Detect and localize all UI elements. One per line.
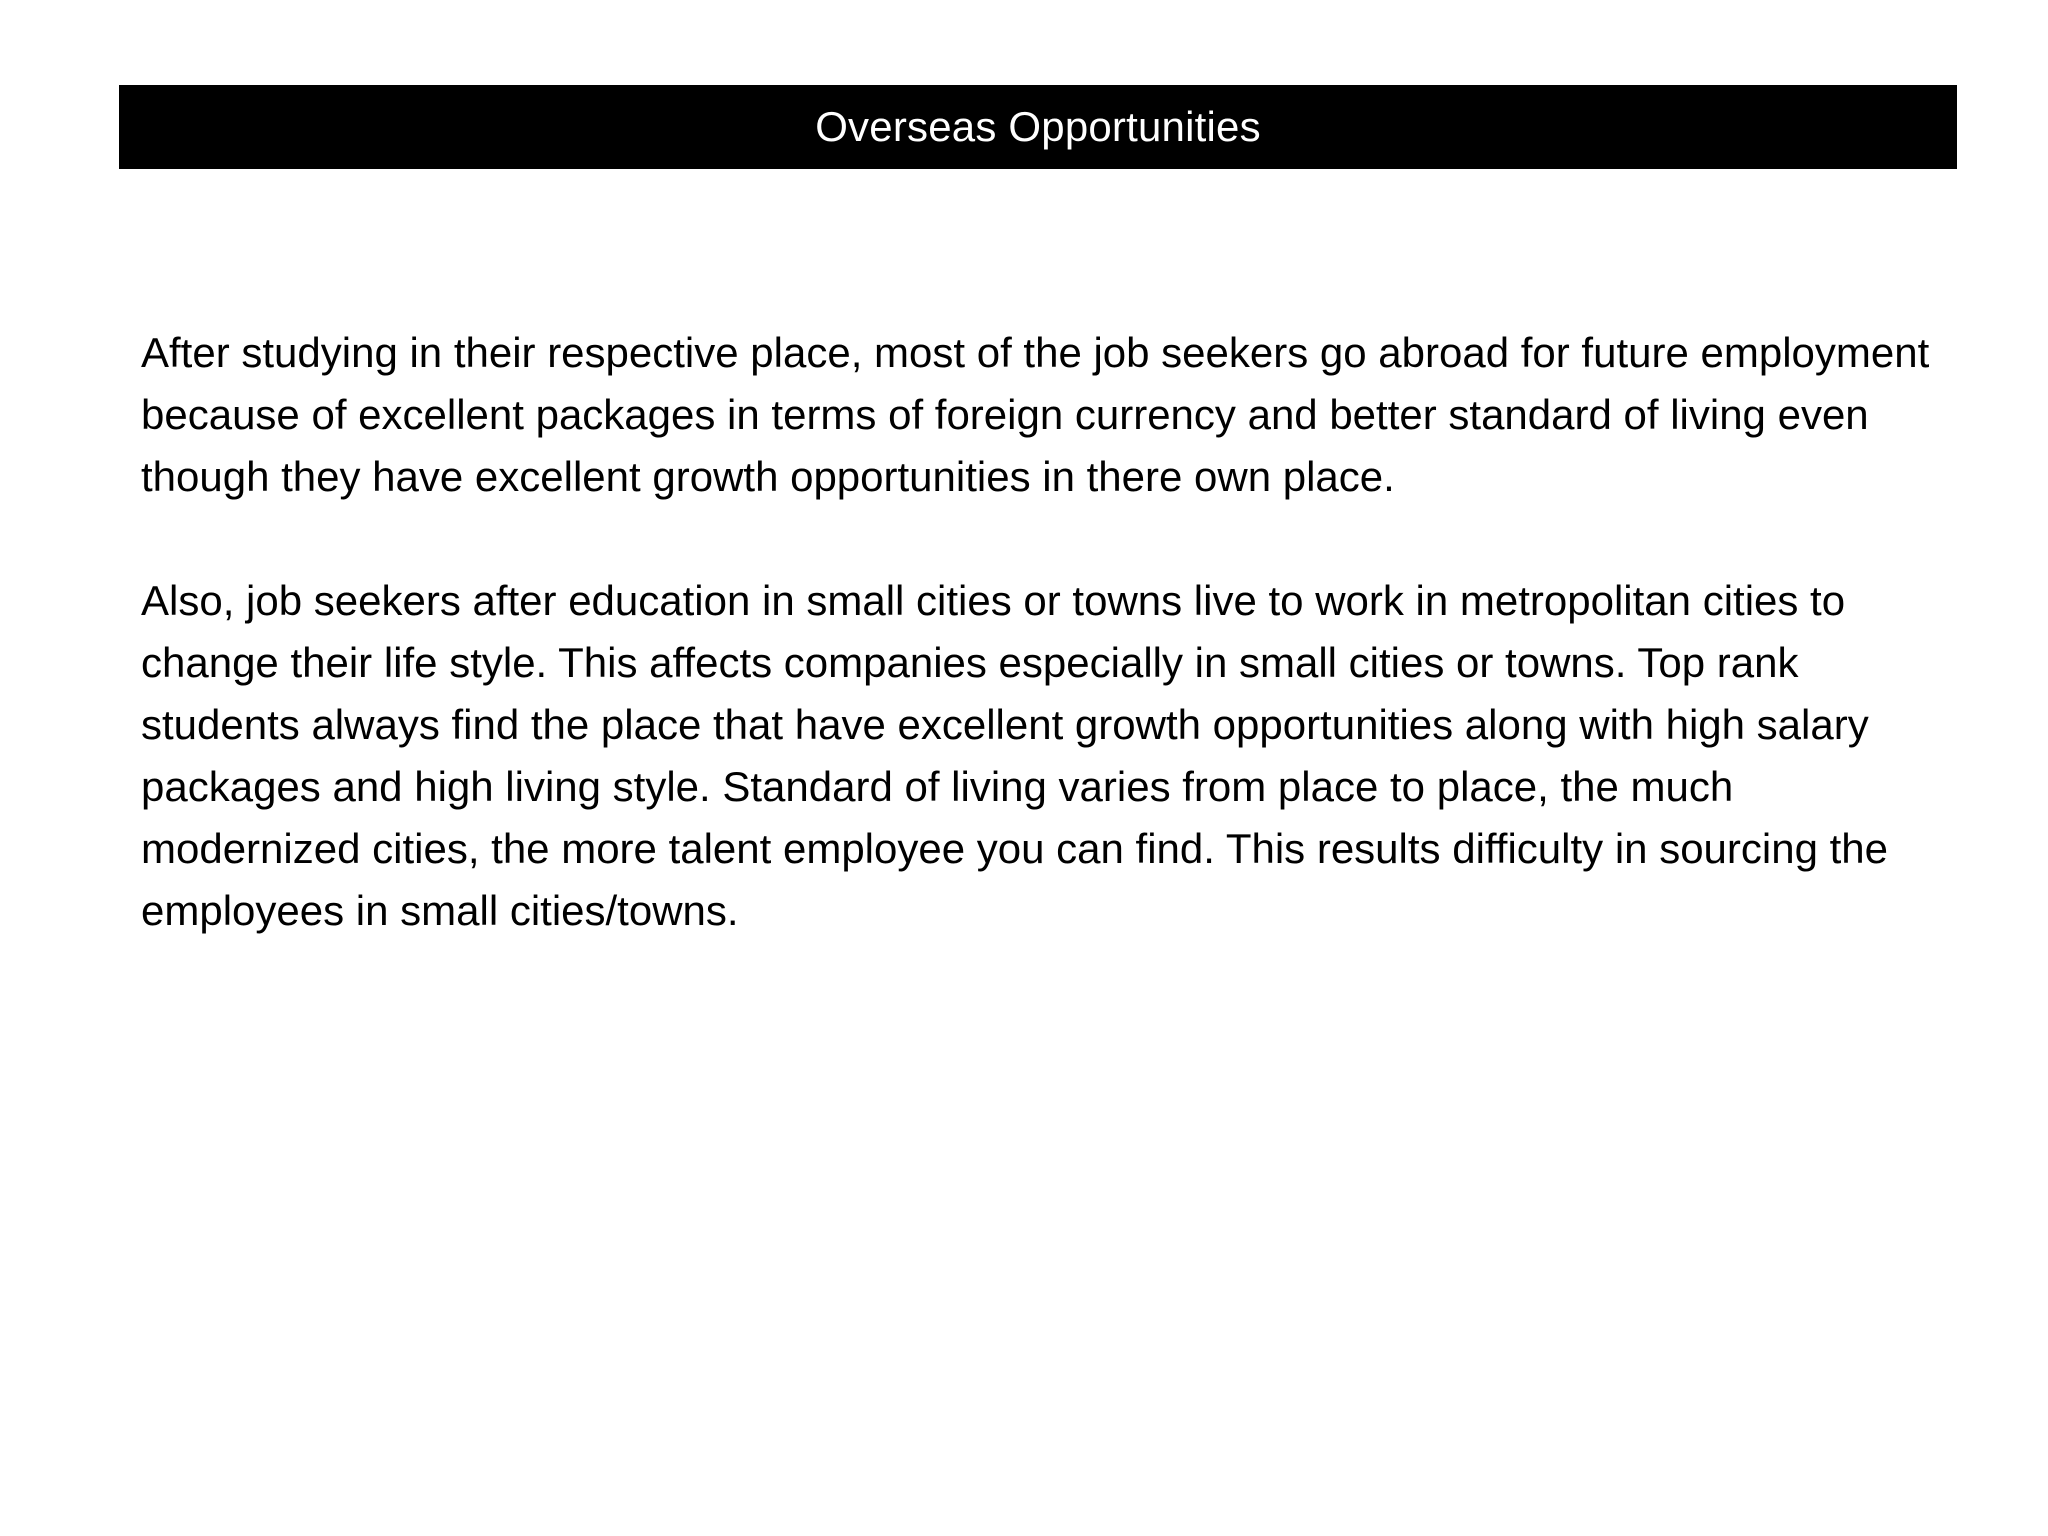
slide-title: Overseas Opportunities — [815, 103, 1261, 150]
paragraph-small-cities: Also, job seekers after education in small cities or towns live to work in metropolitan cities to change their life style. This affects companies especially in small cities or towns. Top rank students always find the place that have excellent growth opportunities along with high salary packages and high living style. Standard of living varies from place to place, the much modernized cities, the more talent employee you can find. This results difficulty in sourcing the employees in small cities/towns. — [141, 577, 1888, 934]
paragraph-overseas-employment: After studying in their respective place, most of the job seekers go abroad for future employment because of excellent packages in terms of foreign currency and better standard of living even though they have excellent growth opportunities in there own place. — [141, 329, 1930, 500]
slide-body — [141, 322, 1941, 942]
title-bar — [119, 85, 1957, 169]
